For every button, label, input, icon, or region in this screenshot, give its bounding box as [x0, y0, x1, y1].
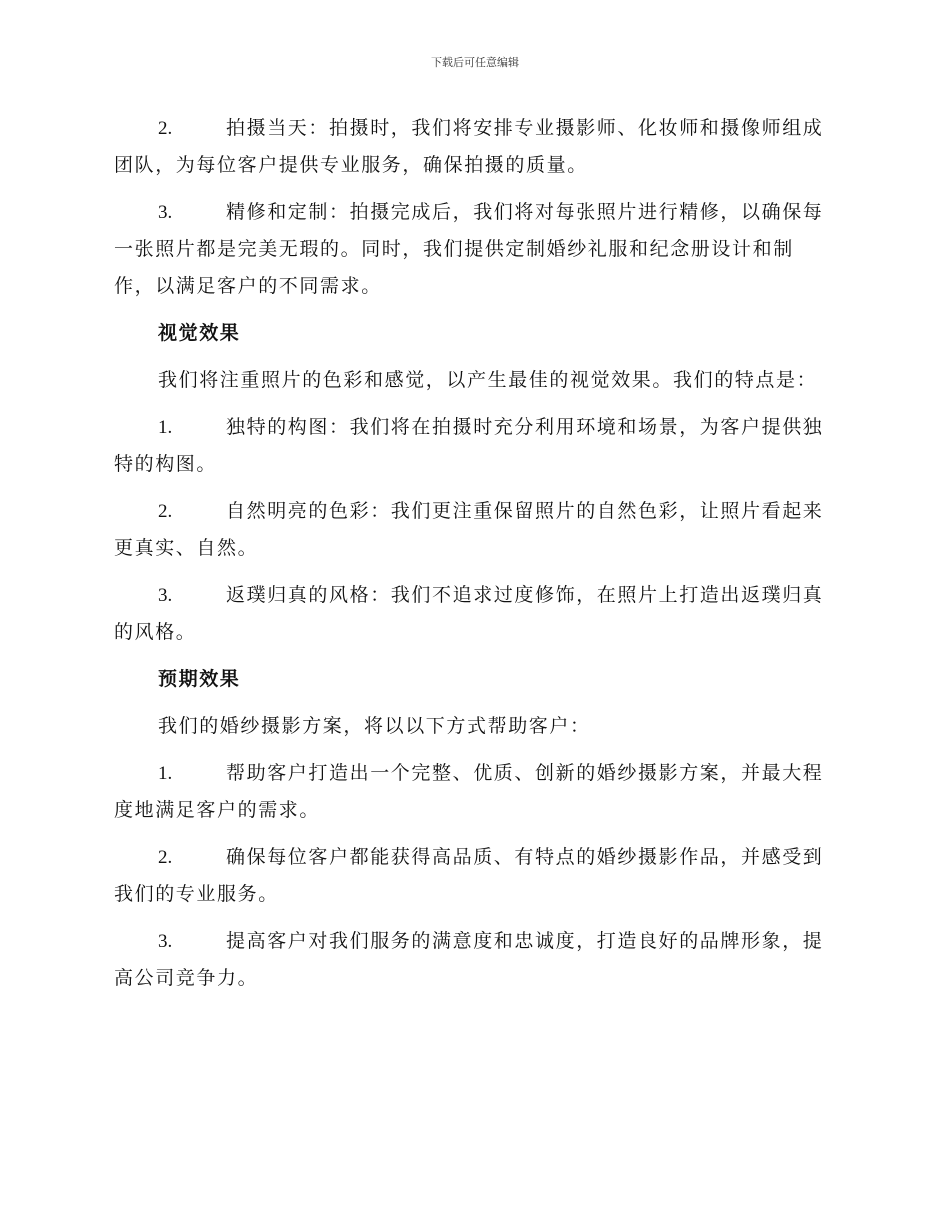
list-text: 帮助客户打造出一个完整、优质、创新的婚纱摄影方案，并最大程度地满足客户的需求。 — [114, 762, 824, 821]
list-item — [114, 577, 834, 651]
list-number: 3. — [158, 931, 173, 952]
list-text: 提高客户对我们服务的满意度和忠诚度，打造良好的品牌形象，提高公司竞争力。 — [114, 930, 824, 989]
page-header: 下载后可任意编辑 — [431, 56, 519, 69]
list-text: 确保每位客户都能获得高品质、有特点的婚纱摄影作品，并感受到我们的专业服务。 — [114, 846, 824, 905]
section-intro-expected: 我们的婚纱摄影方案，将以以下方式帮助客户： — [158, 715, 591, 737]
list-text: 精修和定制：拍摄完成后，我们将对每张照片进行精修，以确保每一张照片都是完美无瑕的。同时，我们提供定制婚纱礼服和纪念册设计和制作，以满足客户的不同需求。 — [114, 201, 824, 297]
list-number: 2. — [158, 847, 173, 868]
document-body — [114, 110, 834, 1007]
list-number: 1. — [158, 763, 173, 784]
list-item — [114, 493, 834, 567]
section-intro-visual: 我们将注重照片的色彩和感觉，以产生最佳的视觉效果。我们的特点是： — [158, 369, 818, 391]
list-item — [114, 839, 834, 913]
list-text: 拍摄当天：拍摄时，我们将安排专业摄影师、化妆师和摄像师组成团队，为每位客户提供专业服务，确保拍摄的质量。 — [114, 117, 824, 176]
list-text: 独特的构图：我们将在拍摄时充分利用环境和场景，为客户提供独特的构图。 — [114, 416, 824, 475]
section-heading-expected: 预期效果 — [158, 668, 241, 690]
list-number: 2. — [158, 501, 173, 522]
list-item — [114, 923, 834, 997]
list-text: 自然明亮的色彩：我们更注重保留照片的自然色彩，让照片看起来更真实、自然。 — [114, 500, 824, 559]
list-item — [114, 409, 834, 483]
list-number: 1. — [158, 417, 173, 438]
list-item — [114, 110, 834, 184]
list-number: 3. — [158, 202, 173, 223]
list-text: 返璞归真的风格：我们不追求过度修饰，在照片上打造出返璞归真的风格。 — [114, 584, 824, 643]
list-number: 3. — [158, 585, 173, 606]
section-heading-visual: 视觉效果 — [158, 322, 241, 344]
list-item — [114, 755, 834, 829]
list-item — [114, 194, 834, 305]
list-number: 2. — [158, 118, 173, 139]
